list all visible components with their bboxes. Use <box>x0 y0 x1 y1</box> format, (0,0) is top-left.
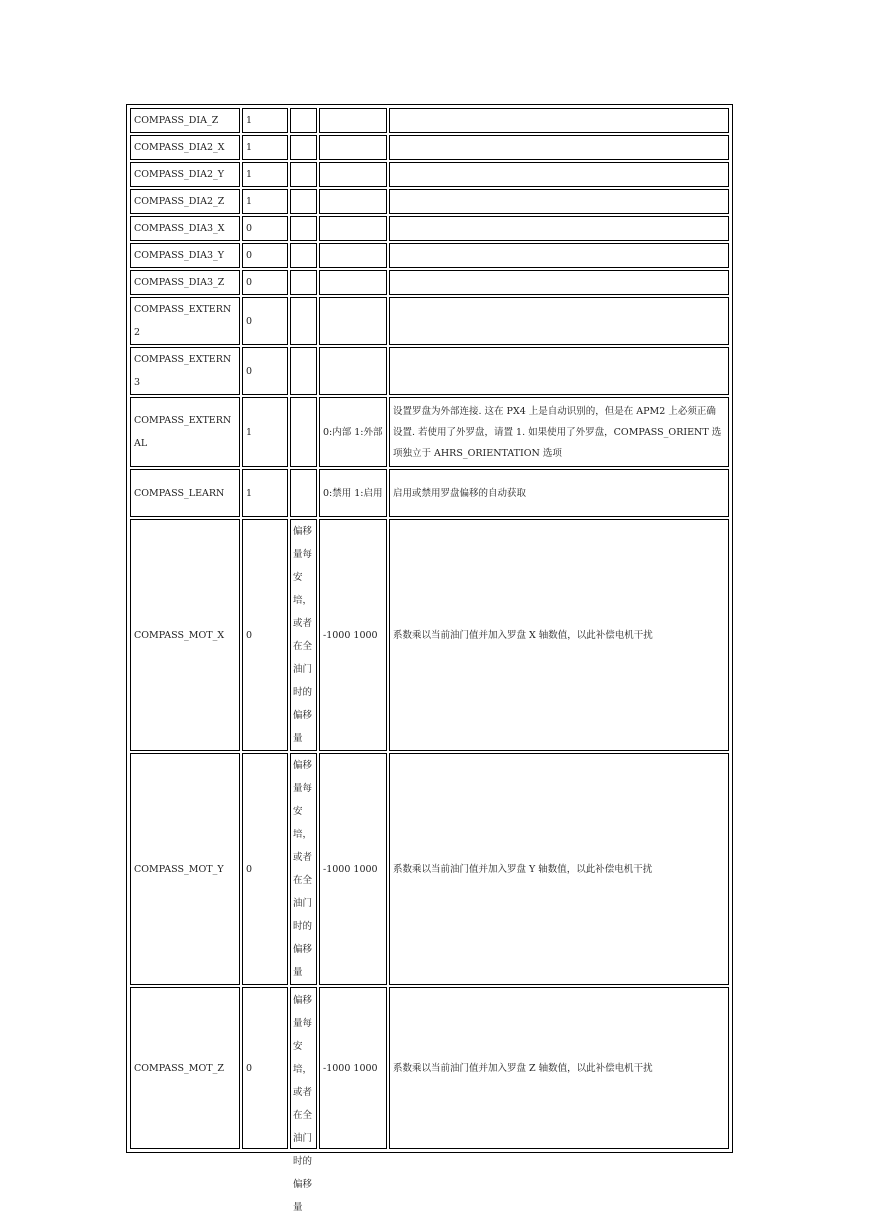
table-row <box>130 347 729 395</box>
param-units <box>290 108 317 133</box>
param-default: 0 <box>242 297 288 345</box>
param-name: COMPASS_MOT_X <box>130 519 240 751</box>
table-row <box>130 753 729 985</box>
param-description <box>389 216 729 241</box>
param-range <box>319 297 387 345</box>
table-row <box>130 397 729 467</box>
param-name: COMPASS_DIA2_Z <box>130 189 240 214</box>
param-range <box>319 347 387 395</box>
param-name: COMPASS_DIA3_Y <box>130 243 240 268</box>
param-range <box>319 108 387 133</box>
param-units <box>290 189 317 214</box>
param-units <box>290 469 317 517</box>
param-default: 0 <box>242 243 288 268</box>
param-range <box>319 216 387 241</box>
param-description <box>389 270 729 295</box>
param-units: 偏移量每安培，或者在全油门时的偏移量 <box>290 753 317 985</box>
param-range <box>319 243 387 268</box>
param-default: 1 <box>242 397 288 467</box>
param-default: 0 <box>242 753 288 985</box>
param-units-cell <box>290 987 317 1213</box>
param-name: COMPASS_DIA3_X <box>130 216 240 241</box>
param-name: COMPASS_LEARN <box>130 469 240 517</box>
param-range: 0:内部 1:外部 <box>319 397 387 467</box>
param-default: 0 <box>242 270 288 295</box>
table-row <box>130 189 729 214</box>
param-description <box>389 162 729 187</box>
table-row <box>130 297 729 345</box>
param-range <box>319 135 387 160</box>
param-units <box>290 243 317 268</box>
param-name: COMPASS_MOT_Z <box>130 987 240 1149</box>
param-description: 系数乘以当前油门值并加入罗盘 Z 轴数值，以此补偿电机干扰 <box>389 987 729 1149</box>
param-default: 1 <box>242 108 288 133</box>
param-default: 0 <box>242 519 288 751</box>
table-row <box>130 216 729 241</box>
table-row <box>130 469 729 517</box>
param-name: COMPASS_DIA3_Z <box>130 270 240 295</box>
param-description <box>389 243 729 268</box>
table-row <box>130 135 729 160</box>
param-name: COMPASS_EXTERN2 <box>130 297 240 345</box>
param-description <box>389 189 729 214</box>
parameter-table-frame <box>126 104 733 1213</box>
param-range <box>319 162 387 187</box>
param-range <box>319 270 387 295</box>
param-description: 系数乘以当前油门值并加入罗盘 X 轴数值，以此补偿电机干扰 <box>389 519 729 751</box>
param-description: 启用或禁用罗盘偏移的自动获取 <box>389 469 729 517</box>
param-description: 设置罗盘为外部连接. 这在 PX4 上是自动识别的，但是在 APM2 上必须正确设置. 若使用了外罗盘，请置 1. 如果使用了外罗盘，COMPASS_ORIENT 选项独立于 AHRS_ORIENTATION 选项 <box>389 397 729 467</box>
table-row <box>130 519 729 751</box>
param-name: COMPASS_EXTERN3 <box>130 347 240 395</box>
param-range: -1000 1000 <box>319 987 387 1149</box>
param-units: 偏移量每安培，或者在全油门时的偏移量 <box>293 995 313 1213</box>
param-default: 0 <box>242 987 288 1149</box>
param-name: COMPASS_DIA2_Y <box>130 162 240 187</box>
param-name: COMPASS_DIA_Z <box>130 108 240 133</box>
param-units <box>290 135 317 160</box>
param-default: 0 <box>242 216 288 241</box>
param-description <box>389 135 729 160</box>
param-default: 1 <box>242 162 288 187</box>
table-row <box>130 270 729 295</box>
param-description <box>389 297 729 345</box>
param-default: 1 <box>242 469 288 517</box>
param-units: 偏移量每安培，或者在全油门时的偏移量 <box>290 519 317 751</box>
table-row <box>130 108 729 133</box>
param-name: COMPASS_DIA2_X <box>130 135 240 160</box>
param-description <box>389 108 729 133</box>
table-row <box>130 162 729 187</box>
param-units <box>290 216 317 241</box>
param-units <box>290 347 317 395</box>
param-description <box>389 347 729 395</box>
param-default: 0 <box>242 347 288 395</box>
param-units <box>290 397 317 467</box>
table-row <box>130 243 729 268</box>
param-range: 0:禁用 1:启用 <box>319 469 387 517</box>
param-default: 1 <box>242 189 288 214</box>
param-units <box>290 297 317 345</box>
parameter-table <box>128 106 731 1213</box>
param-range: -1000 1000 <box>319 519 387 751</box>
table-row <box>130 987 729 1149</box>
param-name: COMPASS_EXTERNAL <box>130 397 240 467</box>
param-default: 1 <box>242 135 288 160</box>
param-description: 系数乘以当前油门值并加入罗盘 Y 轴数值，以此补偿电机干扰 <box>389 753 729 985</box>
param-units <box>290 162 317 187</box>
param-name: COMPASS_MOT_Y <box>130 753 240 985</box>
param-units <box>290 270 317 295</box>
param-range: -1000 1000 <box>319 753 387 985</box>
param-range <box>319 189 387 214</box>
